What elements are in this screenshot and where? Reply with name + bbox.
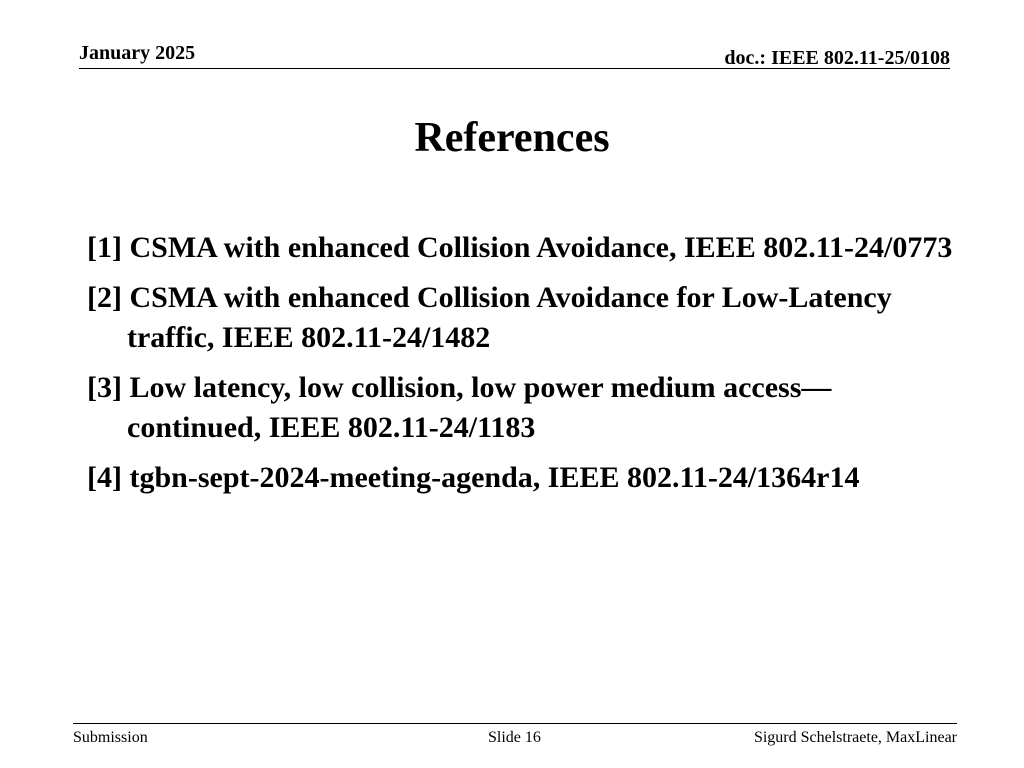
- header-doc-id: doc.: IEEE 802.11-25/0108: [724, 47, 950, 69]
- footer-slide-number: Slide 16: [488, 729, 541, 746]
- reference-item-1: [1] CSMA with enhanced Collision Avoidance, IEEE 802.11-24/0773: [87, 231, 953, 264]
- header-divider: [79, 68, 950, 69]
- reference-list: [87, 228, 957, 508]
- footer-divider: [73, 723, 957, 724]
- header-date: January 2025: [79, 42, 196, 64]
- slide-title: References: [414, 115, 610, 161]
- reference-item-3: [3] Low latency, low collision, low power medium access—continued, IEEE 802.11-24/1183: [87, 371, 832, 444]
- footer-author: Sigurd Schelstraete, MaxLinear: [753, 729, 957, 746]
- reference-item-2: [2] CSMA with enhanced Collision Avoidance for Low-Latency traffic, IEEE 802.11-24/1482: [87, 281, 892, 354]
- reference-item-4: [4] tgbn-sept-2024-meeting-agenda, IEEE 802.11-24/1364r14: [87, 461, 860, 494]
- footer-submission: Submission: [73, 729, 148, 746]
